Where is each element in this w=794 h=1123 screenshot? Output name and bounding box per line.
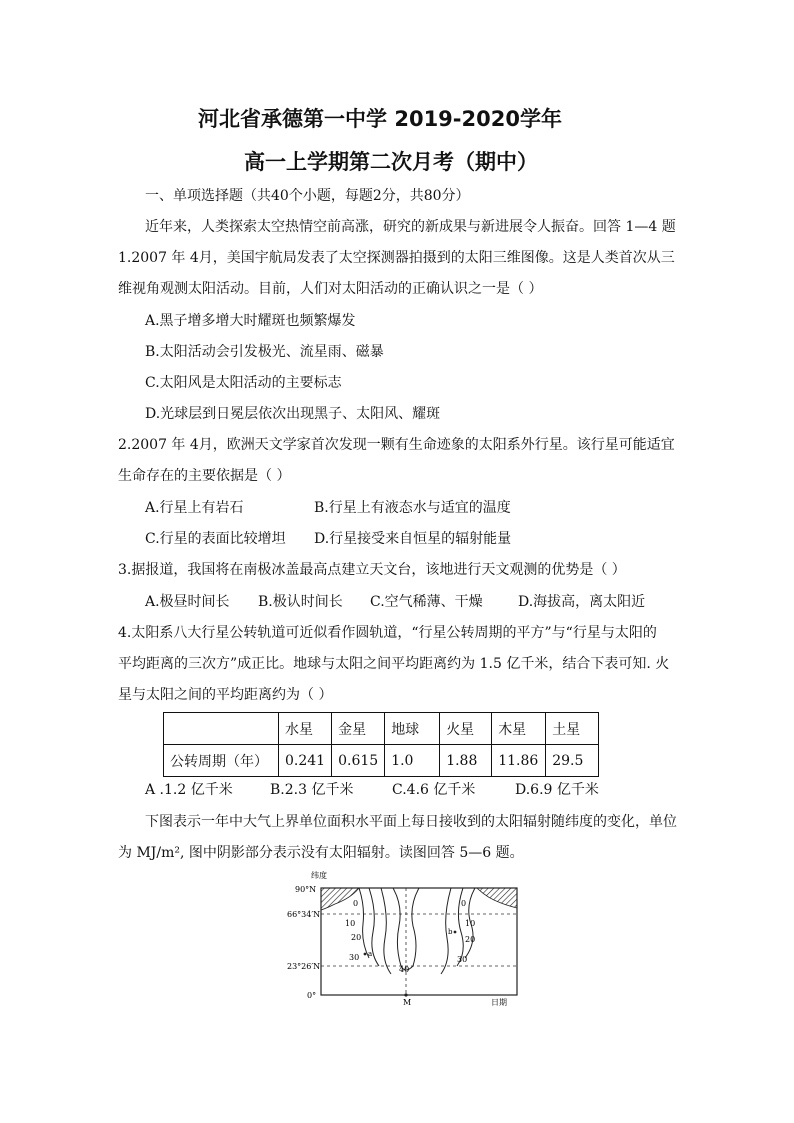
date-m-marker <box>404 993 407 996</box>
q3-option-b: B.极认时间长 <box>258 594 343 610</box>
q4-option-c: C.4.6 亿千米 <box>392 782 476 798</box>
contour-line <box>359 888 369 958</box>
q1-stem-line1: 1.2007 年 4月，美国宇航局发表了太空探测器拍摄到的太阳三维图像。这是人类首次从三 <box>118 250 675 266</box>
intro-text: 近年来，人类探索太空热情空前高涨，研究的新成果与新进展令人振奋。回答 1—4 题 <box>145 219 676 235</box>
point-label: a <box>368 950 373 958</box>
point-b-marker <box>454 931 457 934</box>
q4-stem-line2: 平均距离的三次方”成正比。地球与太阳之间平均距离约为 1.5 亿千米，结合下表可知. 火 <box>118 656 670 672</box>
q4-option-d: D.6.9 亿千米 <box>515 782 599 798</box>
y-tick-label: 23°26′N <box>287 962 321 971</box>
table-cell: 水星 <box>279 713 332 745</box>
q1-option-b: B.太阳活动会引发极光、流星雨、磁暴 <box>145 344 384 360</box>
contour-label: 0 <box>461 899 467 908</box>
section-heading: 一、单项选择题（共40个小题，每题2分，共80分） <box>145 188 470 204</box>
table-cell <box>164 713 279 745</box>
y-axis-title: 纬度 <box>311 871 327 880</box>
solar-radiation-figure <box>287 866 525 1008</box>
exam-subtitle: 高一上学期第二次月考（期中） <box>244 150 538 174</box>
table-cell: 土星 <box>546 713 599 745</box>
q1-option-a: A.黑子增多增大时耀斑也频繁爆发 <box>145 313 356 329</box>
contour-label: 20 <box>351 933 362 942</box>
q2-option-b: B.行星上有液态水与适宜的温度 <box>314 500 511 516</box>
q3-option-c: C.空气稀薄、干燥 <box>370 594 483 610</box>
q56-stem-line2: 为 MJ/m², 图中阴影部分表示没有太阳辐射。读图回答 5—6 题。 <box>118 845 524 861</box>
contour-line <box>381 888 391 974</box>
q56-stem-line1: 下图表示一年中大气上界单位面积水平面上每日接收到的太阳辐射随纬度的变化，单位 <box>145 814 677 830</box>
q4-stem-line3: 星与太阳之间的平均距离约为（ ） <box>118 687 333 703</box>
q2-option-c: C.行星的表面比较增坦 <box>145 531 286 547</box>
q2-stem-line1: 2.2007 年 4月，欧洲天文学家首次发现一颗有生命迹象的太阳系外行星。该行星可能适宜 <box>118 437 675 453</box>
table-cell: 1.0 <box>385 745 440 777</box>
table-cell: 1.88 <box>440 745 492 777</box>
q1-option-c: C.太阳风是太阳活动的主要标志 <box>145 375 342 391</box>
shaded-region-right <box>477 888 517 908</box>
table-cell: 地球 <box>385 713 440 745</box>
contour-label: 30 <box>349 953 360 962</box>
q1-stem-line2: 维视角观测太阳活动。目前，人们对太阳活动的正确认识之一是（ ） <box>118 281 543 297</box>
contour-label: 10 <box>345 919 356 928</box>
y-tick-label: 0° <box>307 991 317 1000</box>
q2-stem-line2: 生命存在的主要依据是（ ） <box>118 468 291 484</box>
table-cell: 金星 <box>332 713 385 745</box>
q3-option-a: A.极昼时间长 <box>145 594 230 610</box>
q4-stem-line1: 4.太阳系八大行星公转轨道可近似看作圆轨道，“行星公转周期的平方”与“行星与太阳的 <box>118 625 657 641</box>
q3-stem: 3.据报道，我国将在南极冰盖最高点建立天文台，该地进行天文观测的优势是（ ） <box>118 562 626 578</box>
y-tick-label: 66°34′N <box>287 910 321 919</box>
q2-option-d: D.行星接受来自恒星的辐射能量 <box>314 531 512 547</box>
contour-label: 20 <box>465 935 476 944</box>
point-a-marker <box>364 953 367 956</box>
table-row <box>164 745 599 777</box>
table-cell: 0.615 <box>332 745 385 777</box>
q1-option-d: D.光球层到日冕层依次出现黑子、太阳风、耀斑 <box>145 406 441 422</box>
table-cell: 11.86 <box>492 745 546 777</box>
q4-option-b: B.2.3 亿千米 <box>270 782 354 798</box>
q2-option-a: A.行星上有岩石 <box>145 500 244 516</box>
table-cell: 0.241 <box>279 745 332 777</box>
table-cell: 公转周期（年） <box>164 745 279 777</box>
contour-label: 30 <box>457 955 468 964</box>
contour-label: 0 <box>353 899 359 908</box>
table-header-row <box>164 713 599 745</box>
table-cell: 木星 <box>492 713 546 745</box>
x-mark-label: M <box>403 998 412 1007</box>
y-tick-label: 90°N <box>295 885 317 894</box>
x-axis-title: 日期 <box>491 998 507 1007</box>
contour-label: 40 <box>399 965 410 974</box>
table-cell: 火星 <box>440 713 492 745</box>
table-cell: 29.5 <box>546 745 599 777</box>
exam-title: 河北省承德第一中学 2019-2020学年 <box>198 107 562 131</box>
q3-option-d: D.海拔高，离太阳近 <box>518 594 646 610</box>
orbit-period-table <box>163 712 599 777</box>
q4-option-a: A .1.2 亿千米 <box>145 782 233 798</box>
point-label: b <box>448 928 453 936</box>
contour-label: 10 <box>465 919 476 928</box>
